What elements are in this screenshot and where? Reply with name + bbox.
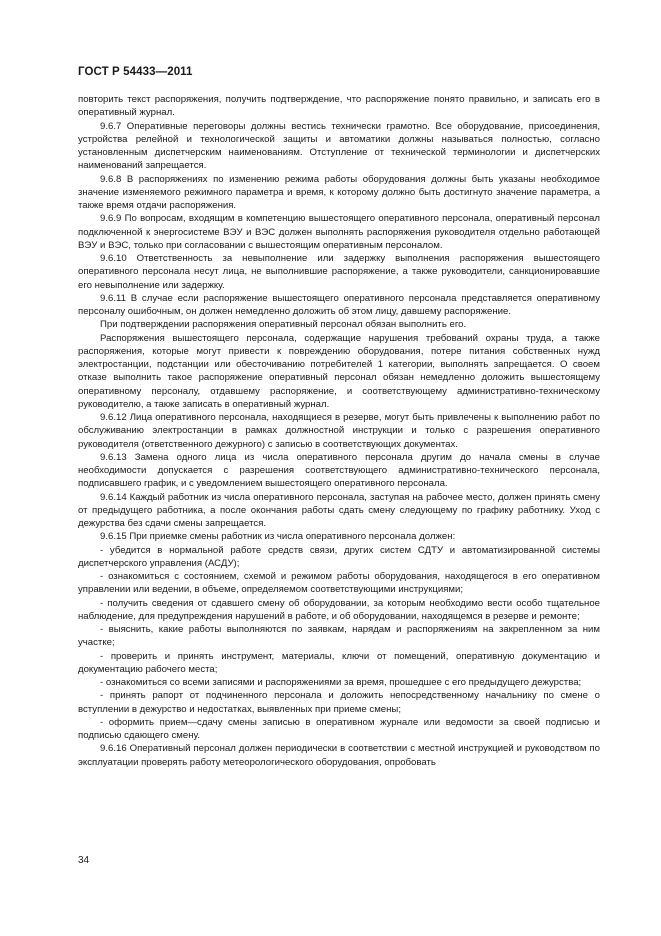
paragraph-9-6-12: 9.6.12 Лица оперативного персонала, находящиеся в резерве, могут быть привлечены к выполнению работ по обслуживанию электростанции в рамках должностной инструкции и только с разрешения оперативного руководителя (ответственного дежурного) с записью в соответствующих документах. (78, 412, 600, 450)
standard-header: ГОСТ Р 54433—2011 (78, 66, 193, 78)
list-item: - получить сведения от сдавшего смену об оборудовании, за которым необходимо вести особо тщательное наблюдение, для предупреждения нарушений в работе, и об оборудовании, находящемся в резерве и ремонте; (78, 597, 600, 622)
paragraph-9-6-7: 9.6.7 Оперативные переговоры должны вестись технически грамотно. Все оборудование, присоединения, устройства релейной и технологической защиты и автоматики должны называться полностью, согласно установленным диспетчерским наименованиям. Отступление от технической терминологии и диспетчерских наименований запрещается. (78, 120, 600, 172)
paragraph-continuation: повторить текст распоряжения, получить подтверждение, что распоряжение понято правильно, и записать его в оперативный журнал. (78, 94, 600, 119)
paragraph-9-6-13: 9.6.13 Замена одного лица из числа оперативного персонала другим до начала смены в случае необходимости допускается с разрешения соответствующего административно-технического персонала, подписавшего график, и с уведомлением вышестоящего оперативного персонала. (78, 451, 600, 490)
list-item: - выяснить, какие работы выполняются по заявкам, нарядам и распоряжениям на закрепленном за ним участке; (78, 624, 600, 649)
paragraph-9-6-15: 9.6.15 При приемке смены работник из числа оперативного персонала должен: (100, 531, 456, 543)
document-body (78, 93, 600, 769)
list-item: - убедится в нормальной работе средств связи, других систем СДТУ и автоматизированной системы диспетчерского управления (АСДУ); (78, 544, 600, 569)
paragraph-9-6-10: 9.6.10 Ответственность за невыполнение или задержку выполнения распоряжения вышестоящего оперативного персонала несут лица, не выполнившие распоряжение, а также руководители, санкционировавшие его невыполнение или задержку. (78, 253, 600, 291)
page-number: 34 (78, 855, 90, 866)
list-item: - ознакомиться со всеми записями и распоряжениями за время, прошедшее с его предыдущего дежурства; (100, 677, 582, 688)
paragraph-refusal: Распоряжения вышестоящего персонала, содержащие нарушения требований охраны труда, а также распоряжения, которые могут привести к повреждению оборудования, потере питания собственных нужд электростанции, подстанции или обесточиванию потребителей 1 категории, выполнять запрещается. О своем отказе выполнить такое распоряжение оперативный персонал обязан немедленно доложить вышестоящему оперативному персоналу, отдавшему распоряжение, и соответствующему административно-техническому руководителю, а также записать в оперативный журнал. (78, 332, 600, 410)
paragraph-9-6-9: 9.6.9 По вопросам, входящим в компетенцию вышестоящего оперативного персонала, оперативный персонал подключенной к энергосистеме ВЭУ и ВЭС должен выполнять распоряжения руководителя отдельно работающей ВЭУ и ВЭС, только при согласовании с вышестоящим оперативным персоналом. (78, 213, 600, 251)
list-item: - оформить прием—сдачу смены записью в оперативном журнале или ведомости за своей подписью и подписью сдающего смену. (78, 716, 600, 741)
paragraph-9-6-8: 9.6.8 В распоряжениях по изменению режима работы оборудования должны быть указаны необходимое значение изменяемого режимного параметра и время, к которому должно быть достигнуто значение параметра, а также время отдачи распоряжения. (78, 173, 600, 211)
list-item: - ознакомиться с состоянием, схемой и режимом работы оборудования, находящегося в его оперативном управлении или ведении, в объеме, определяемом соответствующими инструкциями; (78, 571, 600, 596)
list-item: - принять рапорт от подчиненного персонала и доложить непосредственному начальнику по смене о вступлении в дежурство и недостатках, выявленных при приеме смены; (78, 690, 600, 715)
paragraph-confirmation: При подтверждении распоряжения оперативный персонал обязан выполнить его. (100, 319, 467, 331)
paragraph-9-6-16: 9.6.16 Оперативный персонал должен периодически в соответствии с местной инструкцией и руководством по эксплуатации проверять работу метеорологического оборудования, опробовать (78, 743, 600, 768)
paragraph-9-6-11: 9.6.11 В случае если распоряжение вышестоящего оперативного персонала представляется оперативному персоналу ошибочным, он должен немедленно доложить об этом лицу, давшему распоряжение. (78, 292, 600, 317)
list-item: - проверить и принять инструмент, материалы, ключи от помещений, оперативную документацию и документацию рабочего места; (78, 650, 600, 675)
paragraph-9-6-14: 9.6.14 Каждый работник из числа оперативного персонала, заступая на рабочее место, должен принять смену от предыдущего работника, а после окончания работы сдать смену следующему по графику работнику. Уход с дежурства без сдачи смены запрещается. (78, 491, 600, 529)
